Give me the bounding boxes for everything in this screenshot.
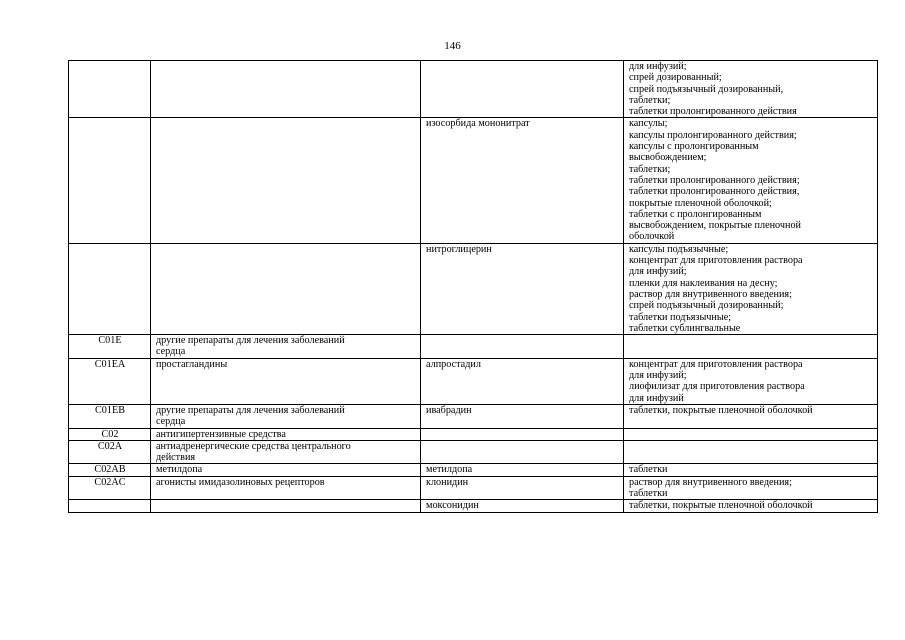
dosage-form-line: для инфузий — [629, 392, 684, 404]
anatomical-group-cell — [151, 358, 421, 404]
dosage-form-line: спрей дозированный; — [629, 72, 722, 84]
atc-code-cell: C01E — [69, 335, 151, 359]
table-row — [69, 358, 878, 404]
dosage-form-line: таблетки, покрытые пленочной оболочкой — [629, 500, 813, 512]
dosage-form-line: таблетки; — [629, 163, 671, 175]
table-row — [69, 500, 878, 512]
anatomical-group-cell — [151, 428, 421, 440]
dosage-forms-cell — [624, 500, 878, 512]
drug-table — [68, 60, 878, 513]
substance-cell: метилдопа — [421, 464, 624, 476]
substance-cell: ивабрадин — [421, 404, 624, 428]
table-row — [69, 464, 878, 476]
dosage-form-line: концентрат для приготовления раствора — [629, 255, 803, 267]
substance-cell: изосорбида мононитрат — [421, 118, 624, 243]
table-row — [69, 476, 878, 500]
dosage-forms-cell — [624, 118, 878, 243]
dosage-form-line: спрей подъязычный дозированный; — [629, 300, 784, 312]
table-row — [69, 118, 878, 243]
substance-cell — [421, 428, 624, 440]
dosage-form-line: таблетки сублингвальные — [629, 322, 741, 334]
dosage-form-line: таблетки пролонгированного действия, — [629, 186, 800, 198]
anatomical-group-cell — [151, 61, 421, 118]
dosage-form-line: таблетки пролонгированного действия — [629, 106, 797, 118]
dosage-form-line: оболочкой — [629, 231, 675, 243]
table-row — [69, 404, 878, 428]
dosage-forms-cell — [624, 243, 878, 334]
dosage-forms-cell — [624, 428, 878, 440]
substance-cell — [421, 440, 624, 464]
table-body — [69, 61, 878, 513]
dosage-forms-cell — [624, 335, 878, 359]
group-text-line: другие препараты для лечения заболеваний — [156, 335, 345, 347]
group-text-line: простагландины — [156, 358, 228, 370]
atc-code-cell — [69, 500, 151, 512]
dosage-form-line: концентрат для приготовления раствора — [629, 358, 803, 370]
group-text-line: агонисты имидазолиновых рецепторов — [156, 476, 325, 488]
dosage-form-line: раствор для внутривенного введения; — [629, 288, 792, 300]
group-text-line: другие препараты для лечения заболеваний — [156, 404, 345, 416]
dosage-forms-cell — [624, 61, 878, 118]
anatomical-group-cell — [151, 440, 421, 464]
atc-code-cell: C02A — [69, 440, 151, 464]
atc-code-cell: C02AB — [69, 464, 151, 476]
dosage-form-line: для инфузий; — [629, 61, 687, 72]
substance-cell — [421, 335, 624, 359]
dosage-form-line: таблетки пролонгированного действия; — [629, 174, 800, 186]
dosage-form-line: капсулы с пролонгированным — [629, 141, 759, 153]
group-text-line: метилдопа — [156, 464, 203, 476]
dosage-form-line: капсулы; — [629, 118, 668, 130]
atc-code-cell: C02 — [69, 428, 151, 440]
group-text-line: сердца — [156, 346, 186, 358]
dosage-form-line: покрытые пленочной оболочкой; — [629, 197, 772, 209]
table-row — [69, 243, 878, 334]
group-text-line: антигипертензивные средства — [156, 428, 286, 440]
dosage-form-line: таблетки подъязычные; — [629, 311, 732, 323]
dosage-form-line: таблетки, покрытые пленочной оболочкой — [629, 404, 813, 416]
anatomical-group-cell — [151, 118, 421, 243]
atc-code-cell: C01EA — [69, 358, 151, 404]
table-row — [69, 335, 878, 359]
dosage-forms-cell — [624, 358, 878, 404]
atc-code-cell — [69, 118, 151, 243]
atc-code-cell — [69, 243, 151, 334]
dosage-form-line: высвобождением, покрытые пленочной — [629, 220, 802, 232]
group-text-line: антиадренергические средства центрального — [156, 440, 351, 452]
dosage-form-line: капсулы пролонгированного действия; — [629, 129, 797, 141]
substance-cell: моксонидин — [421, 500, 624, 512]
dosage-forms-cell — [624, 476, 878, 500]
dosage-form-line: таблетки — [629, 464, 668, 476]
anatomical-group-cell — [151, 464, 421, 476]
dosage-form-line: таблетки с пролонгированным — [629, 208, 762, 220]
table-row — [69, 428, 878, 440]
atc-code-cell: C02AC — [69, 476, 151, 500]
atc-code-cell: C01EB — [69, 404, 151, 428]
dosage-form-line: раствор для внутривенного введения; — [629, 476, 792, 488]
anatomical-group-cell — [151, 404, 421, 428]
dosage-form-line: таблетки; — [629, 94, 671, 106]
dosage-forms-cell — [624, 464, 878, 476]
dosage-forms-cell — [624, 404, 878, 428]
dosage-form-line: для инфузий; — [629, 266, 687, 278]
anatomical-group-cell — [151, 500, 421, 512]
substance-cell: клонидин — [421, 476, 624, 500]
dosage-form-line: высвобождением; — [629, 152, 707, 164]
substance-cell — [421, 61, 624, 118]
anatomical-group-cell — [151, 243, 421, 334]
dosage-form-line: пленки для наклеивания на десну; — [629, 277, 778, 289]
page-number: 146 — [444, 40, 461, 52]
substance-cell: алпростадил — [421, 358, 624, 404]
dosage-form-line: лиофилизат для приготовления раствора — [629, 381, 805, 393]
dosage-forms-cell — [624, 440, 878, 464]
substance-cell: нитроглицерин — [421, 243, 624, 334]
anatomical-group-cell — [151, 476, 421, 500]
table-row — [69, 440, 878, 464]
anatomical-group-cell — [151, 335, 421, 359]
group-text-line: действия — [156, 452, 196, 464]
table-row — [69, 61, 878, 118]
dosage-form-line: таблетки — [629, 487, 668, 499]
dosage-form-line: капсулы подъязычные; — [629, 243, 729, 255]
dosage-form-line: для инфузий; — [629, 370, 687, 382]
atc-code-cell — [69, 61, 151, 118]
group-text-line: сердца — [156, 416, 186, 428]
dosage-form-line: спрей подъязычный дозированный, — [629, 83, 784, 95]
